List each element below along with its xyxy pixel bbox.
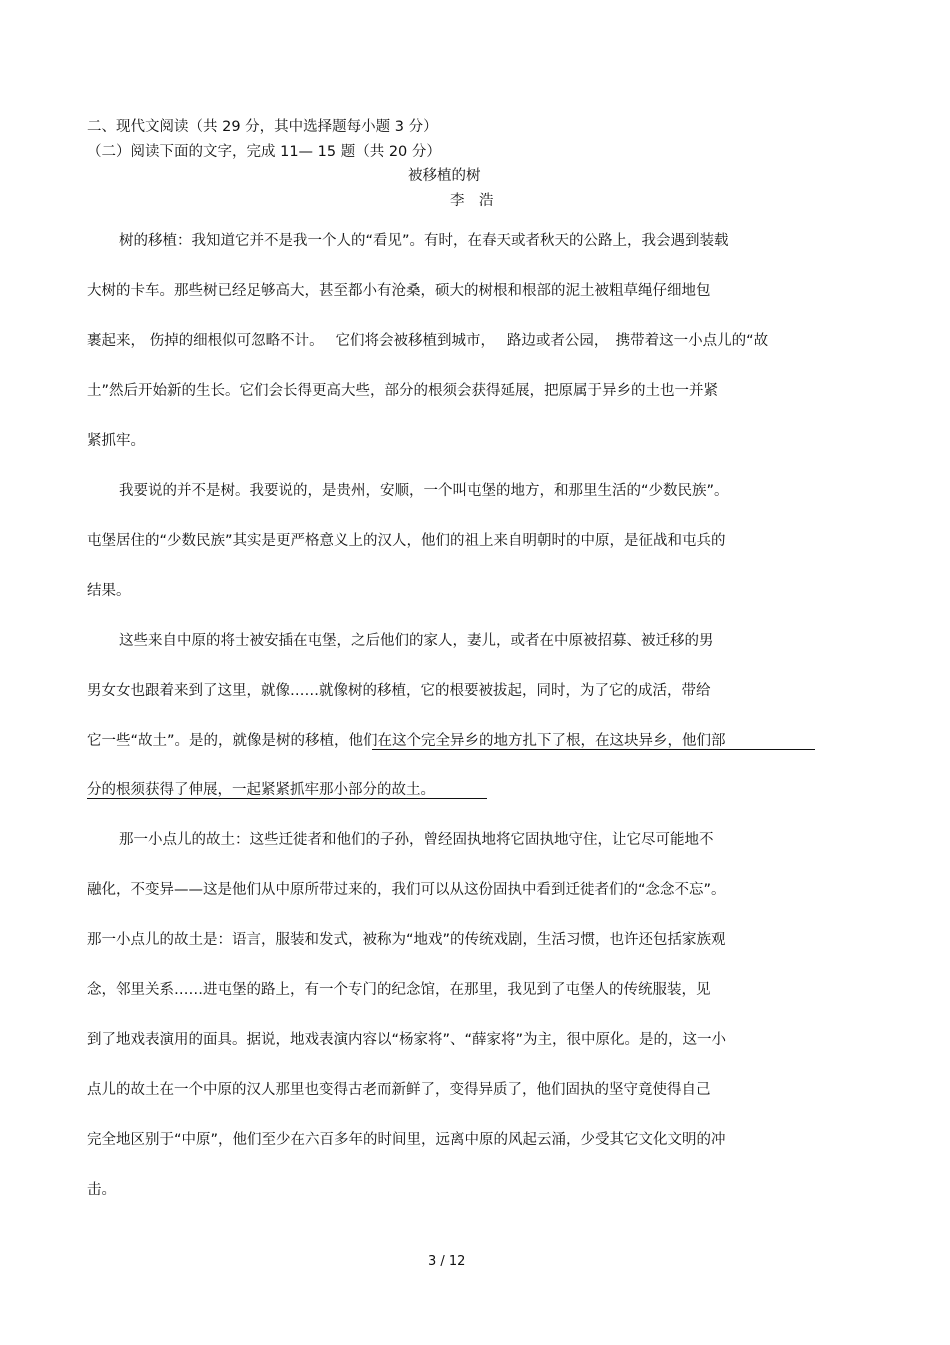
underlined-passage: 分的根须获得了伸展，一起紧紧抓牢那小部分的故土。 (87, 782, 435, 798)
text-line: 男女女也跟着来到了这里，就像……就像树的移植，它的根要被拔起，同时，为了它的成活，带给 (87, 683, 711, 699)
text-line: 这些来自中原的将士被安插在屯堡，之后他们的家人，妻儿，或者在中原被招募、被迁移的男 (119, 633, 714, 649)
section-title: 二、现代文阅读（共 29 分，其中选择题每小题 3 分） (87, 119, 438, 135)
underlined-passage: 他们在这个完全异乡的地方扎下了根，在这块异乡，他们部 (348, 733, 726, 749)
text-line: 念，邻里关系……进屯堡的路上，有一个专门的纪念馆，在那里，我见到了屯堡人的传统服装，见 (87, 982, 711, 998)
text-line: 屯堡居住的“少数民族”其实是更严格意义上的汉人，他们的祖上来自明朝时的中原，是征战和屯兵的 (87, 533, 726, 549)
text-line: 那一小点儿的故土是：语言，服装和发式，被称为“地戏”的传统戏剧，生活习惯，也许还包括家族观 (87, 932, 726, 948)
text-line: 裹起来， 伤掉的细根似可忽略不计。 它们将会被移植到城市， 路边或者公园， 携带着这一小点儿的“故 (87, 333, 769, 349)
text-line: 到了地戏表演用的面具。据说，地戏表演内容以“杨家将”、“薛家将”为主，很中原化。是的，这一小 (87, 1032, 727, 1048)
text-line: 融化，不变异——这是他们从中原所带过来的，我们可以从这份固执中看到迁徙者们的“念念不忘”。 (87, 882, 726, 898)
text-line: 大树的卡车。那些树已经足够高大，甚至都小有沧桑，硕大的树根和根部的泥土被粗草绳仔细地包 (87, 283, 711, 299)
text-line (87, 732, 726, 750)
underline-rule (372, 749, 815, 750)
article-author: 李 浩 (450, 193, 494, 209)
text-line: 树的移植：我知道它并不是我一个人的“看见”。有时，在春天或者秋天的公路上，我会遇到装载 (119, 233, 729, 249)
text-line: 我要说的并不是树。我要说的，是贵州，安顺，一个叫屯堡的地方，和那里生活的“少数民族”。 (119, 483, 729, 499)
text-line: 完全地区别于“中原”，他们至少在六百多年的时间里，远离中原的风起云涌，少受其它文化文明的冲 (87, 1132, 726, 1148)
text-line: 那一小点儿的故土：这些迁徙者和他们的子孙，曾经固执地将它固执地守住，让它尽可能地不 (119, 832, 714, 848)
subsection-title: （二）阅读下面的文字，完成 11— 15 题（共 20 分） (87, 144, 441, 160)
text-line: 击。 (87, 1182, 116, 1198)
text-line-plain: 它一些“故土”。是的，就像是树的移植， (87, 733, 349, 749)
article-title: 被移植的树 (408, 168, 481, 184)
text-line: 紧抓牢。 (87, 433, 145, 449)
text-line: 土”然后开始新的生长。它们会长得更高大些，部分的根须会获得延展，把原属于异乡的土也一并紧 (87, 383, 719, 399)
underline-rule (87, 798, 487, 799)
page-number: 3 / 12 (428, 1254, 466, 1269)
text-line: 点儿的故土在一个中原的汉人那里也变得古老而新鲜了，变得异质了，他们固执的坚守竟使得自己 (87, 1082, 711, 1098)
text-line: 结果。 (87, 583, 131, 599)
